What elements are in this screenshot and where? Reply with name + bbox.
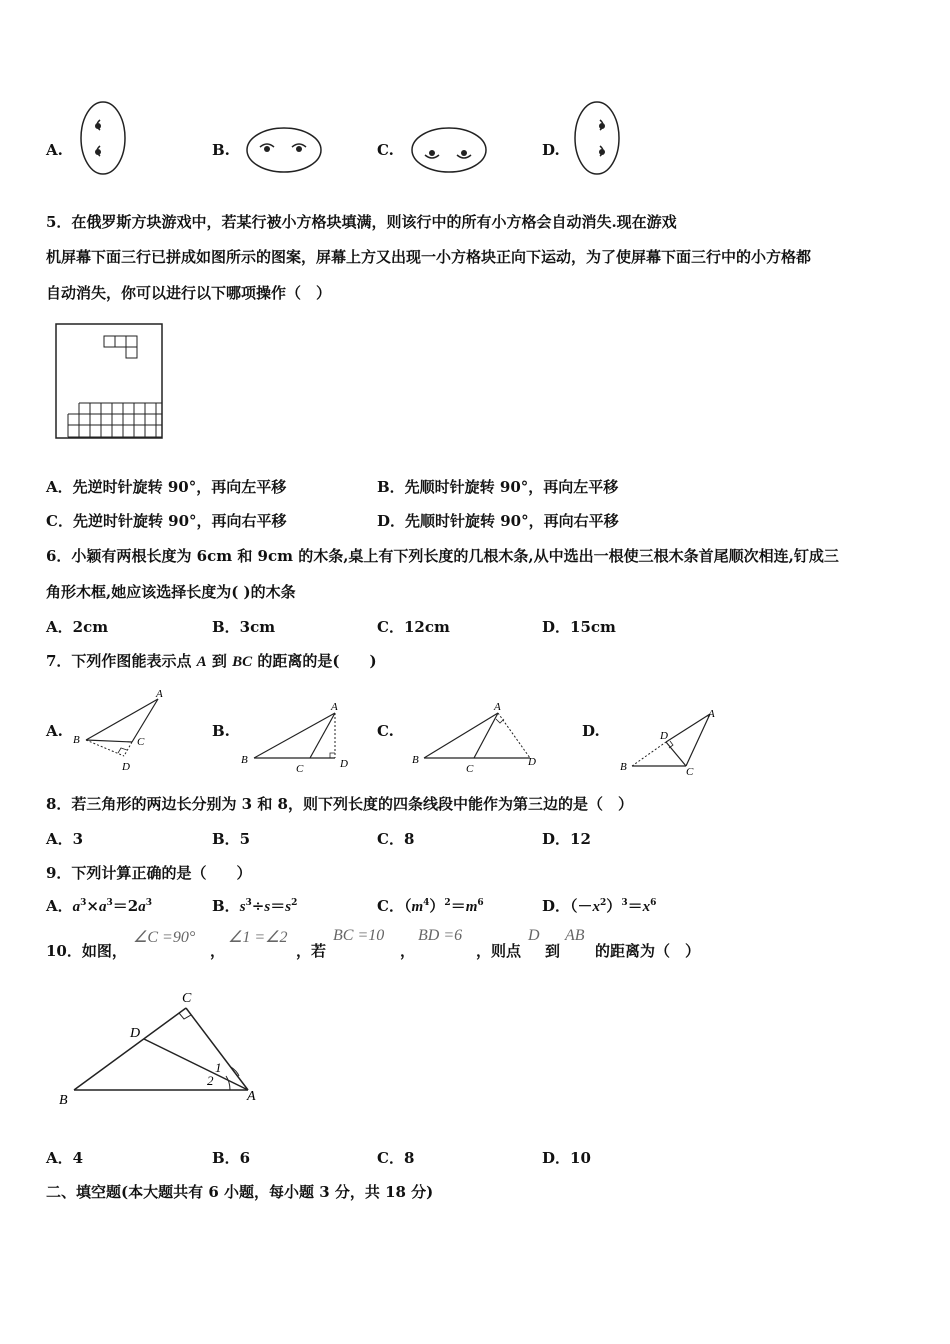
q7-figure-d <box>612 700 727 780</box>
q4-option-a: A. <box>46 141 63 159</box>
q7d-label-b: B <box>620 761 627 773</box>
q4-face-a-figure <box>78 100 130 178</box>
q5-tetris-figure <box>55 323 165 441</box>
q7a-label-d: D <box>122 761 130 773</box>
q8-stem: 8．若三角形的两边长分别为 3 和 8，则下列长度的四条线段中能作为第三边的是（ ） <box>46 795 633 813</box>
q7-option-b: B. <box>212 722 230 740</box>
q9-option-a: A．$a^3\times a^3=2a^3$ <box>46 897 152 915</box>
q5-option-a: A．先逆时针旋转 90°，再向左平移 <box>46 478 287 496</box>
q10-label-b: B <box>59 1093 68 1108</box>
q10-option-b: B．6 <box>212 1149 251 1167</box>
q4-option-d: D. <box>542 141 560 159</box>
q7-option-c: C. <box>377 722 394 740</box>
q10-stem-suffix: 的距离为（ ） <box>595 942 701 960</box>
q8-option-a: A．3 <box>46 830 84 848</box>
q10-line-ab: AB <box>565 927 585 944</box>
section-2-title: 二、填空题(本大题共有 6 小题，每小题 3 分，共 18 分) <box>46 1183 434 1201</box>
q4-option-c: C. <box>377 141 394 159</box>
q10-to: 到 <box>545 942 561 960</box>
q7d-label-a: A <box>708 708 715 720</box>
q7c-label-b: B <box>412 754 419 766</box>
q10-label-angle-1: 1 <box>215 1060 222 1075</box>
q10-ruo: ，若 <box>296 942 327 960</box>
q9-stem: 9．下列计算正确的是（ ） <box>46 864 252 882</box>
q6-option-c: C．12cm <box>377 618 450 636</box>
q4-face-b-figure <box>244 125 324 175</box>
q8-option-b: B．5 <box>212 830 251 848</box>
q10-triangle-figure <box>55 985 270 1110</box>
q10-cond-angle-c: ∠C =90° <box>133 929 196 946</box>
q7d-label-d: D <box>660 730 668 742</box>
q5-stem-line-3: 自动消失，你可以进行以下哪项操作（ ） <box>46 284 332 302</box>
q5-option-b: B．先顺时针旋转 90°，再向左平移 <box>377 478 619 496</box>
q6-option-d: D．15cm <box>542 618 616 636</box>
q10-label-a: A <box>247 1089 256 1104</box>
q8-option-c: C．8 <box>377 830 415 848</box>
q10-point-d: D <box>528 927 540 944</box>
q7-figure-b <box>238 697 358 777</box>
q10-label-d: D <box>130 1026 141 1041</box>
q8-option-d: D．12 <box>542 830 591 848</box>
q7-stem: 7．下列作图能表示点 A 到 BC 的距离的是( ) <box>46 652 377 670</box>
q7-figure-a <box>70 684 175 776</box>
q10-label-angle-2: 2 <box>207 1073 214 1088</box>
q4-face-d-figure <box>572 100 624 178</box>
q5-option-c: C．先逆时针旋转 90°，再向右平移 <box>46 512 287 530</box>
q9-option-d: D．$(-x^2)^3=x^6$ <box>542 897 657 915</box>
q7b-label-d: D <box>340 758 348 770</box>
q7-figure-c <box>408 697 553 777</box>
q10-comma-1: ， <box>210 942 226 960</box>
q10-option-c: C．8 <box>377 1149 415 1167</box>
q10-stem-prefix: 10．如图， <box>46 942 127 960</box>
q6-stem-line-1: 6．小颖有两根长度为 6cm 和 9cm 的木条,桌上有下列长度的几根木条,从中选出一根使三根木条首尾顺次相连,钉成三 <box>46 547 839 565</box>
q7d-label-c: C <box>686 766 694 778</box>
q5-stem-line-1: 5．在俄罗斯方块游戏中，若某行被小方格块填满，则该行中的所有小方格会自动消失.现在游戏 <box>46 213 677 231</box>
q7c-label-a: A <box>494 701 501 713</box>
q10-option-a: A．4 <box>46 1149 84 1167</box>
q7c-label-c: C <box>466 763 474 775</box>
q7c-label-d: D <box>528 756 536 768</box>
q10-cond-angles: ∠1 =∠2 <box>228 929 288 946</box>
q9-option-b: B．$s^3\div s=s^2$ <box>212 897 298 915</box>
q6-stem-line-2: 角形木框,她应该选择长度为( )的木条 <box>46 583 296 601</box>
q5-option-d: D．先顺时针旋转 90°，再向右平移 <box>377 512 619 530</box>
q7a-label-a: A <box>156 688 163 700</box>
q10-then: ，则点 <box>476 942 522 960</box>
q9-option-c: C．$(m^4)^2=m^6$ <box>377 897 484 915</box>
q10-cond-bd: BD =6 <box>418 927 463 944</box>
q7b-label-c: C <box>296 763 304 775</box>
q10-option-d: D．10 <box>542 1149 591 1167</box>
q6-option-b: B．3cm <box>212 618 276 636</box>
q10-comma-2: ， <box>400 942 416 960</box>
q4-option-b: B. <box>212 141 230 159</box>
q7b-label-b: B <box>241 754 248 766</box>
q4-face-c-figure <box>409 125 489 175</box>
q10-label-c: C <box>182 991 192 1006</box>
q10-cond-bc: BC =10 <box>333 927 385 944</box>
q5-stem-line-2: 机屏幕下面三行已拼成如图所示的图案，屏幕上方又出现一小方格块正向下运动，为了使屏幕下面三行中的小方格都 <box>46 248 812 266</box>
q7-option-a: A. <box>46 722 63 740</box>
q7b-label-a: A <box>331 701 338 713</box>
q7a-label-b: B <box>73 734 80 746</box>
q6-option-a: A．2cm <box>46 618 109 636</box>
q7a-label-c: C <box>137 736 145 748</box>
q7-option-d: D. <box>582 722 600 740</box>
